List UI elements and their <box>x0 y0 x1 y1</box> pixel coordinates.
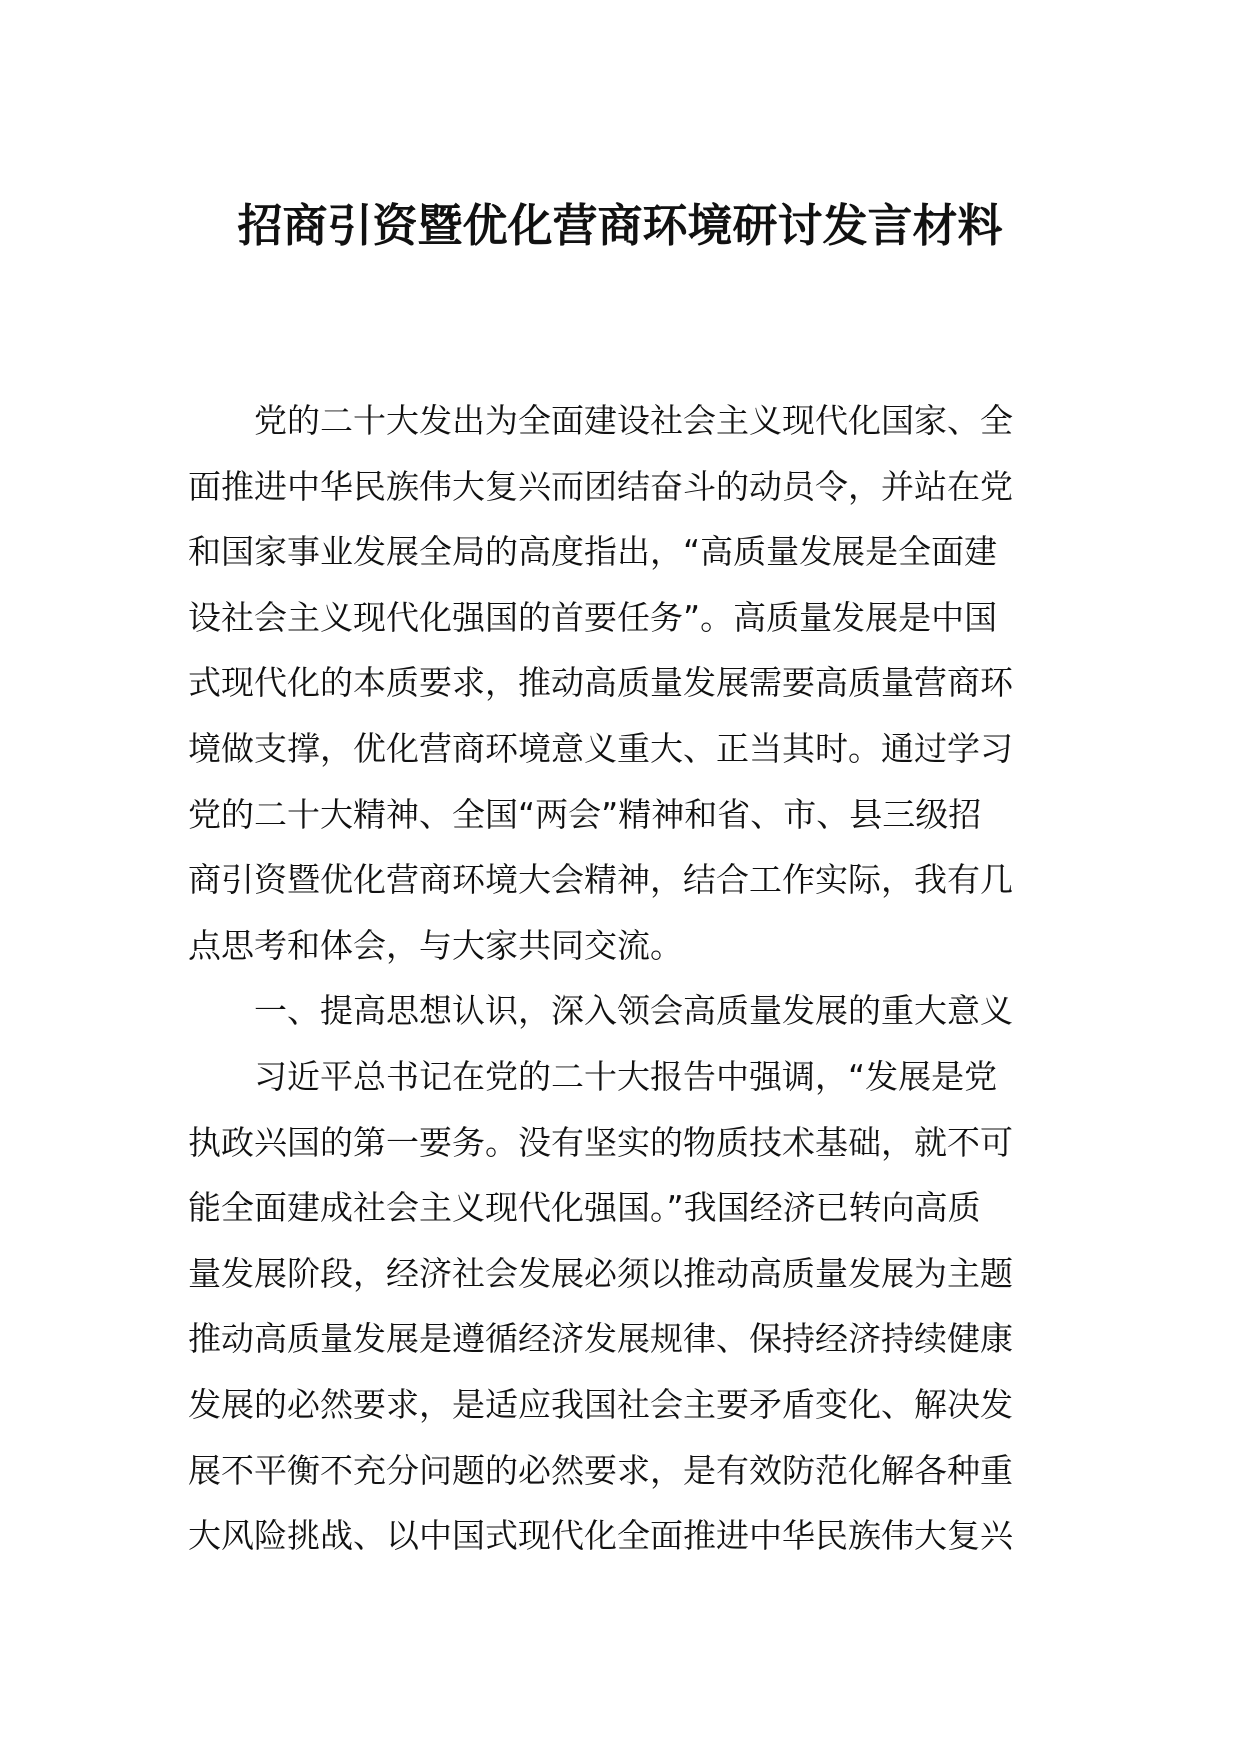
body-line: 党的二十大精神、全国“两会”精神和省、市、县三级招 <box>188 794 982 834</box>
document-title: 招商引资暨优化营商环境研讨发言材料 <box>237 199 1003 252</box>
body-line: 执政兴国的第一要务。没有坚实的物质技术基础，就不可 <box>188 1122 1013 1162</box>
document-body <box>188 388 1052 1569</box>
body-line: 展不平衡不充分问题的必然要求，是有效防范化解各种重 <box>188 1450 1013 1490</box>
body-line: 能全面建成社会主义现代化强国。”我国经济已转向高质 <box>188 1188 981 1228</box>
body-line: 发展的必然要求，是适应我国社会主要矛盾变化、解决发 <box>188 1384 1013 1424</box>
body-line: 设社会主义现代化强国的首要任务”。高质量发展是中国 <box>188 597 998 637</box>
body-line: 大风险挑战、以中国式现代化全面推进中华民族伟大复兴 <box>188 1516 1013 1556</box>
body-line: 式现代化的本质要求，推动高质量发展需要高质量营商环 <box>188 663 1013 703</box>
body-line: 习近平总书记在党的二十大报告中强调，“发展是党 <box>188 1056 998 1096</box>
body-line: 党的二十大发出为全面建设社会主义现代化国家、全 <box>188 401 1013 440</box>
body-line: 量发展阶段，经济社会发展必须以推动高质量发展为主题 <box>188 1253 1013 1293</box>
body-line: 点思考和体会，与大家共同交流。 <box>188 925 683 965</box>
body-line: 商引资暨优化营商环境大会精神，结合工作实际，我有几 <box>188 860 1013 900</box>
section-heading-line: 一、提高思想认识，深入领会高质量发展的重大意义 <box>188 991 1013 1031</box>
body-line: 面推进中华民族伟大复兴而团结奋斗的动员令，并站在党 <box>188 466 1013 506</box>
body-line: 和国家事业发展全局的高度指出，“高质量发展是全面建 <box>188 532 998 572</box>
body-line: 境做支撑，优化营商环境意义重大、正当其时。通过学习 <box>188 728 1013 768</box>
body-line: 推动高质量发展是遵循经济发展规律、保持经济持续健康 <box>188 1319 1013 1359</box>
